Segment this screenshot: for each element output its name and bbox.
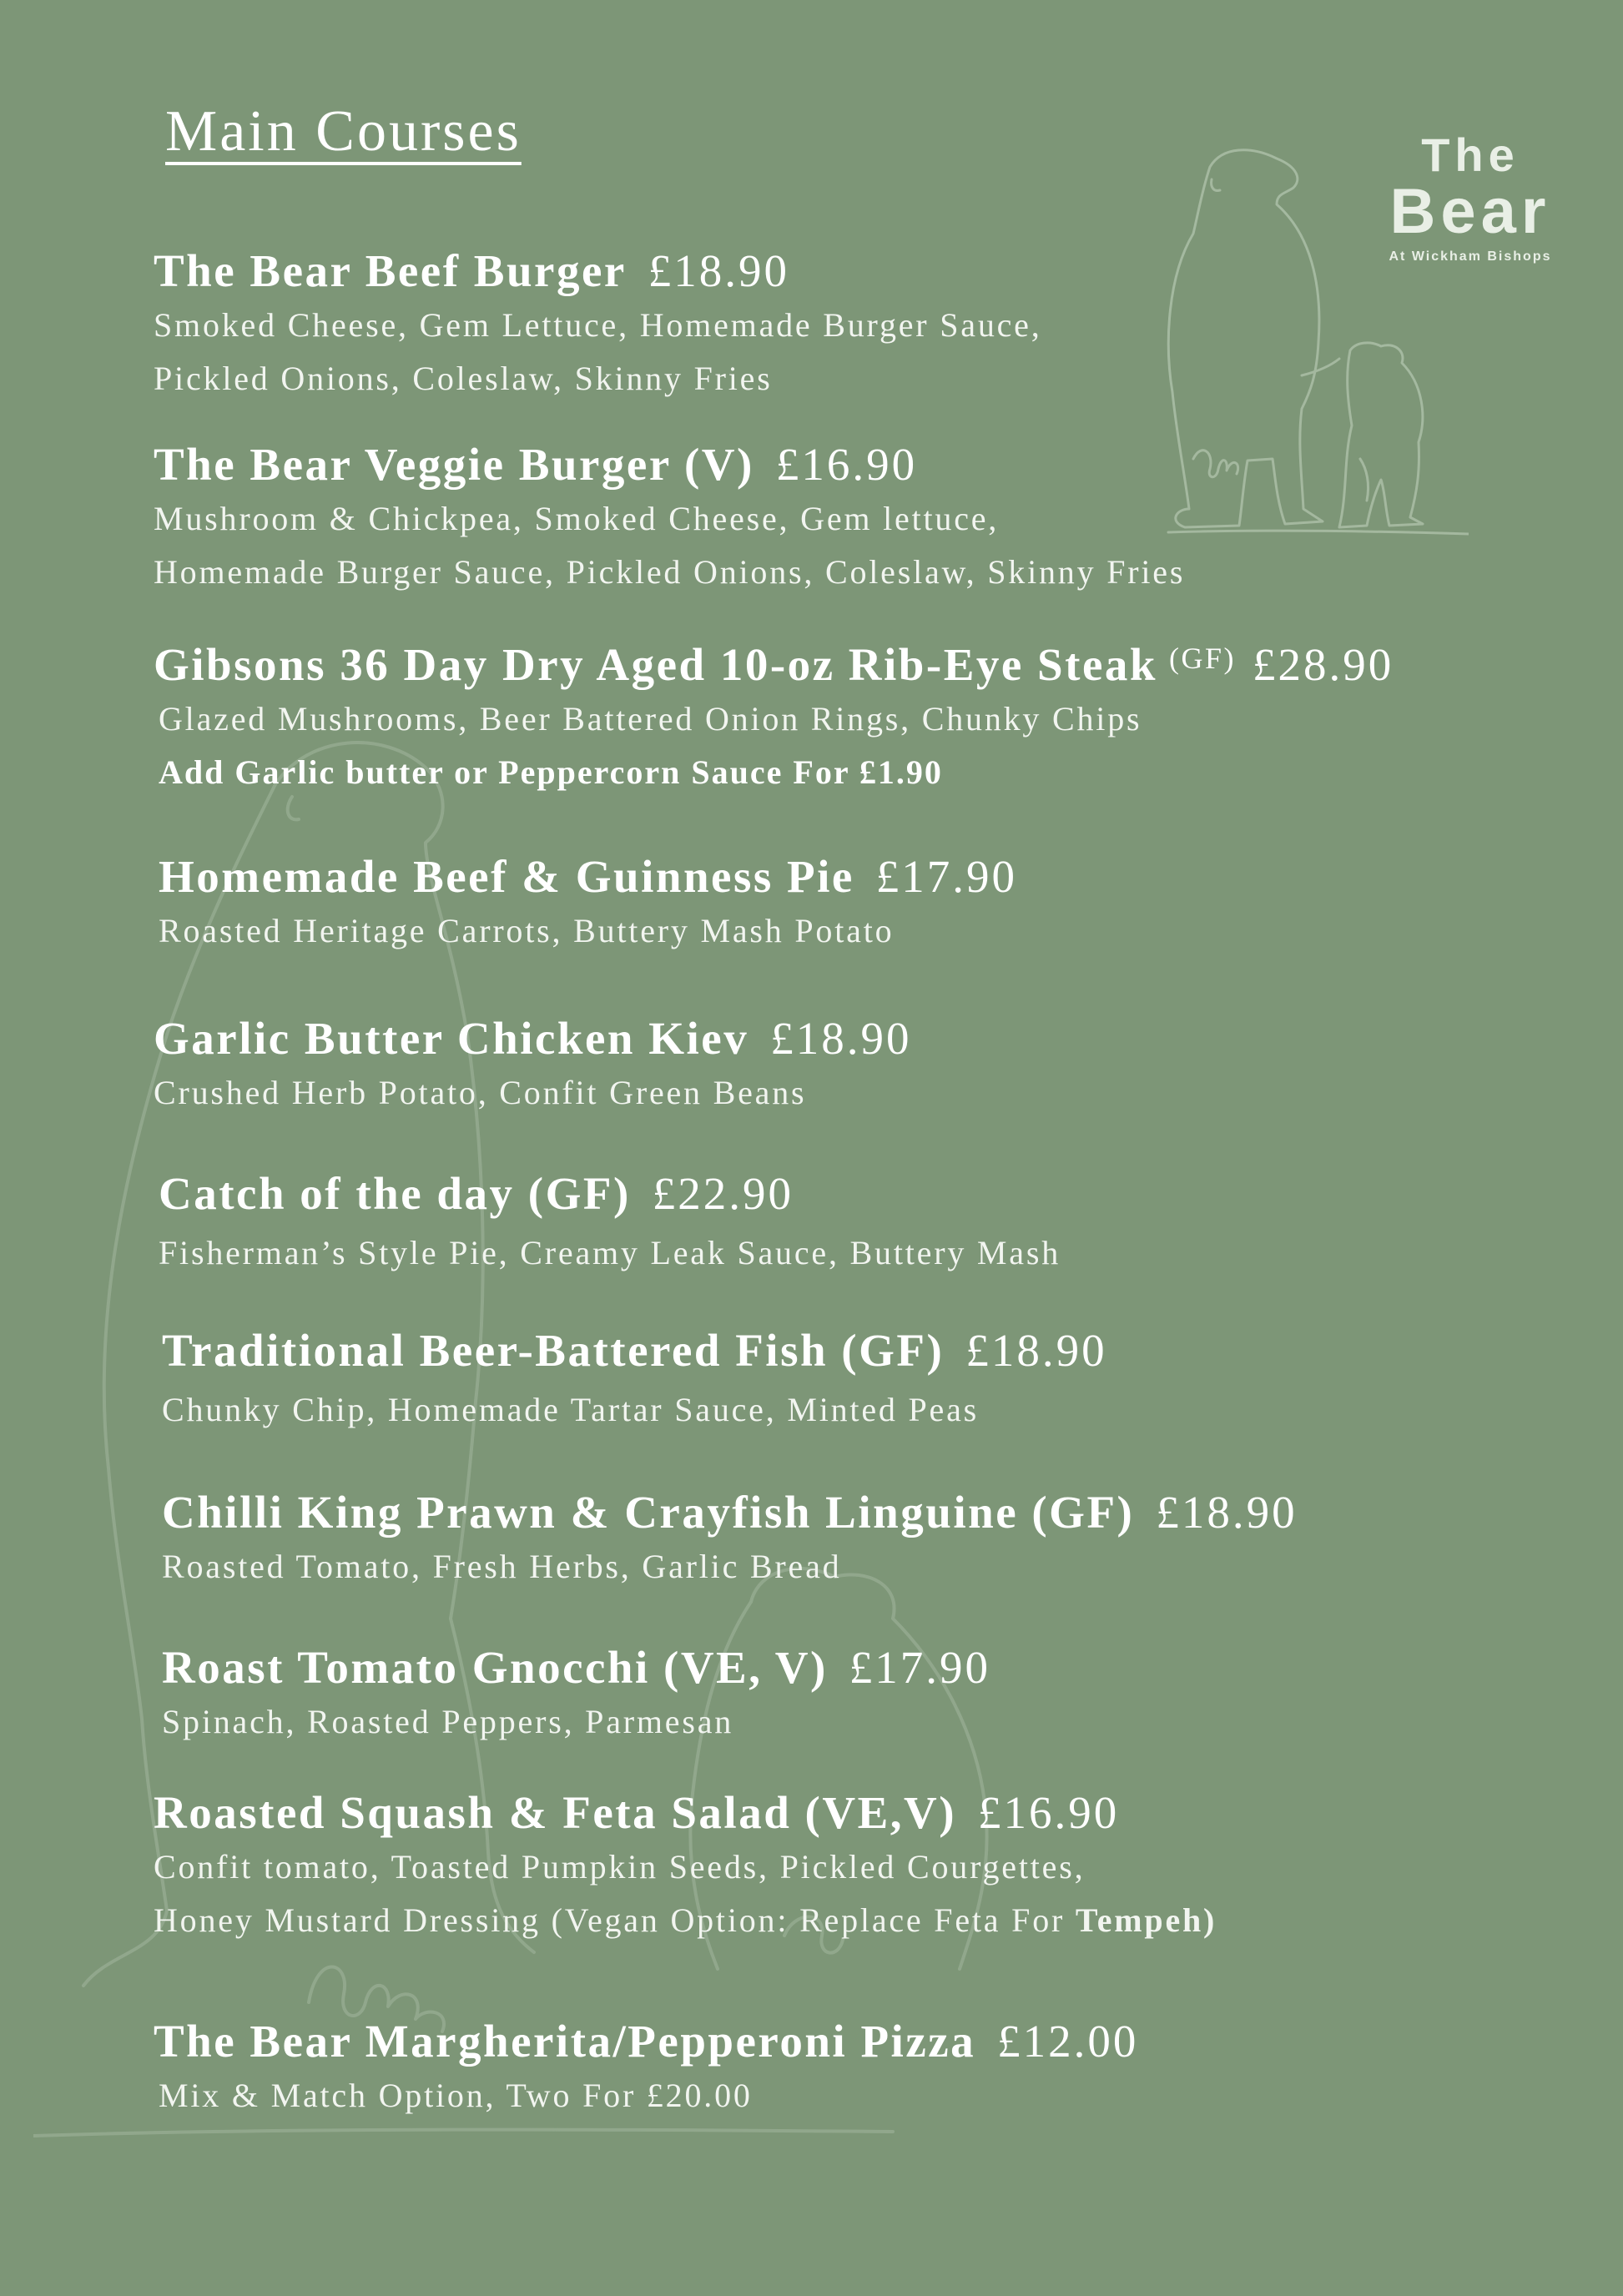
menu-item (154, 637, 1572, 799)
logo-line-3: At Wickham Bishops (1389, 249, 1552, 264)
page-title: Main Courses (165, 99, 522, 164)
item-heading (154, 637, 1572, 692)
item-add-on: Add Garlic butter or Peppercorn Sauce For £1.90 (159, 753, 943, 791)
item-price: £18.90 (1156, 1487, 1298, 1538)
item-description: Glazed Mushrooms, Beer Battered Onion Rings, Chunky Chips (159, 700, 1142, 738)
item-name: Catch of the day (GF) (159, 1168, 631, 1219)
item-name: Traditional Beer-Battered Fish (GF) (162, 1325, 945, 1376)
item-heading (162, 1323, 1580, 1378)
item-description: Homemade Burger Sauce, Pickled Onions, Coleslaw, Skinny Fries (154, 553, 1186, 591)
menu-item (154, 2014, 1572, 2122)
item-description: Fisherman’s Style Pie, Creamy Leak Sauce, Buttery Mash (159, 1234, 1061, 1271)
item-description (154, 1894, 1572, 1947)
item-name: Roasted Squash & Feta Salad (VE,V) (154, 1787, 957, 1838)
item-description: Mix & Match Option, Two For £20.00 (159, 2077, 753, 2114)
item-description: Crushed Herb Potato, Confit Green Beans (154, 1074, 807, 1111)
item-description: Confit tomato, Toasted Pumpkin Seeds, Pickled Courgettes, (154, 1848, 1086, 1886)
menu-item (162, 1323, 1580, 1437)
item-price: £16.90 (775, 439, 918, 490)
menu-item (159, 849, 1577, 958)
item-description: Mushroom & Chickpea, Smoked Cheese, Gem lettuce, (154, 500, 1000, 537)
menu-item (154, 437, 1572, 599)
item-name: Garlic Butter Chicken Kiev (154, 1013, 749, 1064)
item-description: Chunky Chip, Homemade Tartar Sauce, Minted Peas (162, 1391, 980, 1428)
menu-item (159, 1166, 1577, 1280)
menu-item (154, 244, 1572, 405)
item-price: £18.90 (648, 245, 790, 296)
item-price: £18.90 (770, 1013, 912, 1064)
item-description-highlight: Tempeh) (1075, 1901, 1217, 1939)
logo-line-2: Bear (1389, 176, 1551, 247)
menu-item (154, 1785, 1572, 1947)
item-description-text: Honey Mustard Dressing (Vegan Option: Replace Feta For (154, 1901, 1076, 1939)
item-name: The Bear Margherita/Pepperoni Pizza (154, 2016, 976, 2067)
item-name: Chilli King Prawn & Crayfish Linguine (GF) (162, 1487, 1135, 1538)
item-price: £12.00 (997, 2016, 1139, 2067)
item-description: Roasted Tomato, Fresh Herbs, Garlic Bread (162, 1548, 842, 1585)
item-name: Homemade Beef & Guinness Pie (159, 851, 854, 902)
item-name: Roast Tomato Gnocchi (VE, V) (162, 1642, 828, 1693)
item-name: Gibsons 36 Day Dry Aged 10-oz Rib-Eye Steak (154, 639, 1157, 690)
item-heading (162, 1640, 1580, 1695)
item-name: The Bear Veggie Burger (V) (154, 439, 754, 490)
logo-line-1: The (1421, 128, 1520, 181)
item-dietary-tag: (GF) (1168, 642, 1236, 675)
item-name: The Bear Beef Burger (154, 245, 627, 296)
menu-item (154, 1011, 1572, 1120)
item-price: £17.90 (875, 851, 1018, 902)
item-description: Pickled Onions, Coleslaw, Skinny Fries (154, 360, 773, 397)
item-heading (154, 2014, 1572, 2069)
item-heading (154, 244, 1572, 299)
item-price: £16.90 (978, 1787, 1120, 1838)
item-heading (162, 1485, 1580, 1540)
item-description: Spinach, Roasted Peppers, Parmesan (162, 1703, 734, 1740)
item-heading (159, 849, 1577, 904)
item-heading (154, 437, 1572, 492)
item-heading (154, 1785, 1572, 1840)
menu-item (162, 1485, 1580, 1594)
menu-item (162, 1640, 1580, 1749)
item-price: £28.90 (1252, 639, 1394, 690)
item-heading (154, 1011, 1572, 1066)
item-price: £17.90 (849, 1642, 991, 1693)
item-description: Smoked Cheese, Gem Lettuce, Homemade Burger Sauce, (154, 306, 1042, 344)
item-price: £18.90 (965, 1325, 1107, 1376)
item-price: £22.90 (652, 1168, 794, 1219)
item-heading (159, 1166, 1577, 1221)
item-description: Roasted Heritage Carrots, Buttery Mash Potato (159, 912, 895, 949)
